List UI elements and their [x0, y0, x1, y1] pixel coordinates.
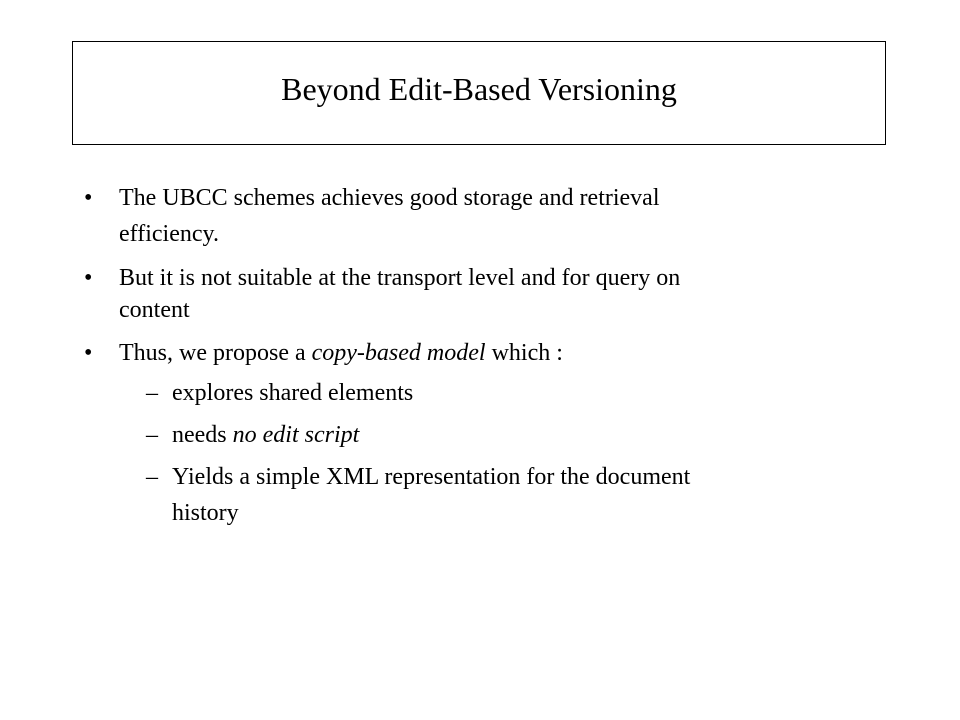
dash-marker: –	[146, 464, 158, 490]
bullet-3-prefix: Thus, we propose a	[119, 340, 312, 366]
bullet-1-line-1: The UBCC schemes achieves good storage and retrieval	[119, 185, 660, 211]
bullet-2-line-2: content	[119, 297, 190, 323]
bullet-marker: •	[84, 340, 93, 366]
sub-bullet-1-text: explores shared elements	[172, 380, 414, 406]
sub-bullet-2-text	[172, 420, 359, 450]
slide-title: Beyond Edit-Based Versioning	[281, 70, 677, 107]
dash-marker: –	[146, 422, 158, 448]
sub-bullet-2-emphasis: no edit script	[232, 422, 360, 448]
sub-bullet-3-line-2: history	[172, 500, 239, 526]
bullet-2-line-1: But it is not suitable at the transport level and for query on	[119, 265, 681, 291]
sub-bullet-2-prefix: needs	[172, 422, 233, 448]
bullet-3-text	[119, 338, 563, 368]
bullet-marker: •	[84, 185, 93, 211]
bullet-marker: •	[84, 265, 93, 291]
bullet-3-suffix: which :	[485, 340, 563, 366]
dash-marker: –	[146, 380, 158, 406]
bullet-1-line-2: efficiency.	[119, 221, 219, 247]
sub-bullet-3-line-1: Yields a simple XML representation for the document	[172, 464, 691, 490]
bullet-3-emphasis: copy-based model	[311, 340, 486, 366]
